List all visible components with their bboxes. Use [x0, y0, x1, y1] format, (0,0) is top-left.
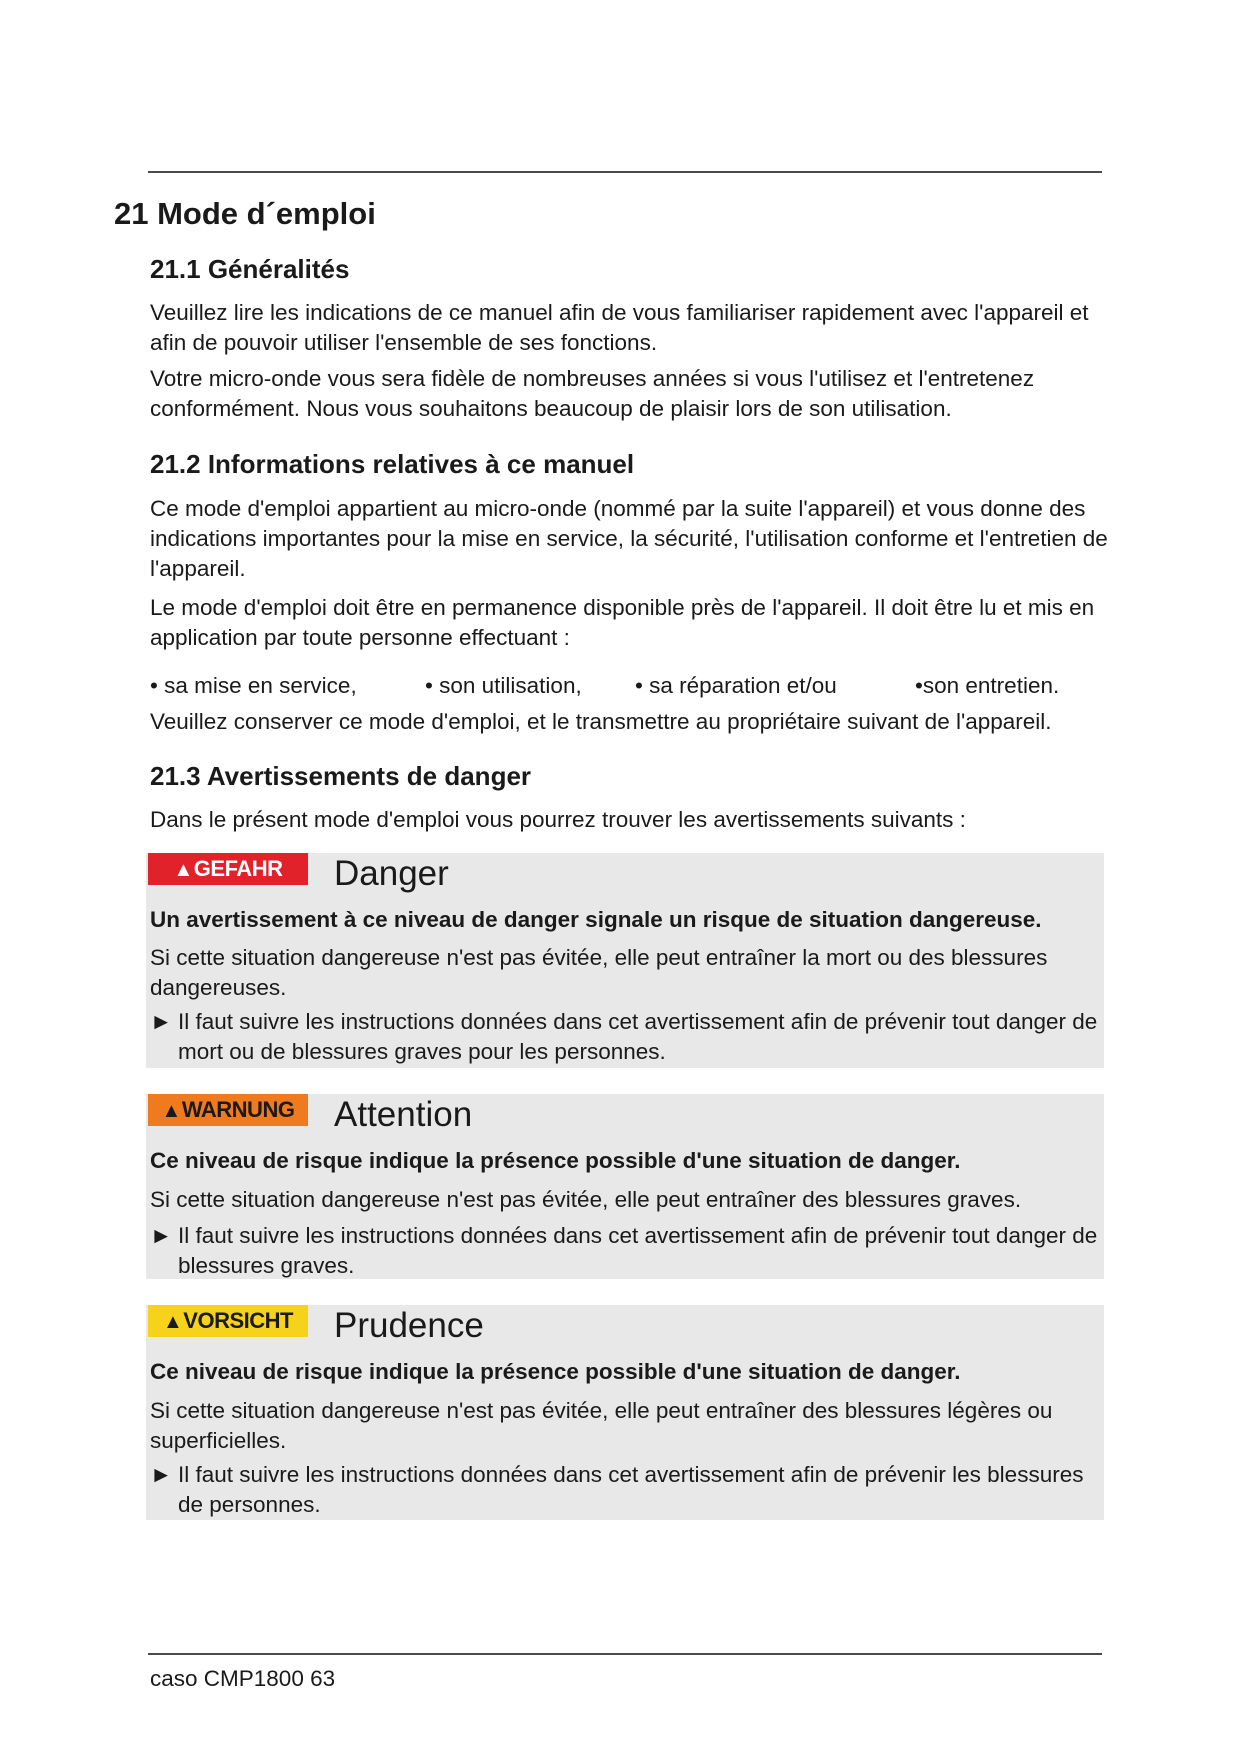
play-arrow-icon: ►	[150, 1009, 173, 1034]
section-heading-generalites: 21.1 Généralités	[150, 254, 350, 284]
warning-box-warning	[146, 1094, 1104, 1279]
section-heading-informations: 21.2 Informations relatives à ce manuel	[150, 449, 635, 479]
warning-title: Attention	[334, 1095, 473, 1134]
paragraph: Dans le présent mode d'emploi vous pourrez trouver les avertissements suivants :	[150, 807, 966, 832]
warning-box-danger	[146, 853, 1104, 1068]
chapter-title: 21 Mode d´emploi	[114, 196, 376, 231]
warning-action: ► Il faut suivre les instructions données dans cet avertissement afin de prévenir tout danger de mort ou de blessures graves pour les personnes.	[150, 1009, 1098, 1064]
warning-triangle-icon: ▲	[173, 859, 193, 881]
warning-box-caution	[146, 1305, 1104, 1520]
danger-badge: ▲GEFAHR	[148, 853, 308, 885]
warning-text: Si cette situation dangereuse n'est pas évitée, elle peut entraîner la mort ou des blessures dangereuses.	[150, 945, 1048, 1000]
warning-badge: ▲WARNUNG	[148, 1094, 308, 1126]
page-footer: caso CMP1800 63	[150, 1666, 336, 1691]
footer-rule	[148, 1653, 1102, 1655]
warning-text: Si cette situation dangereuse n'est pas évitée, elle peut entraîner des blessures graves.	[150, 1187, 1022, 1212]
bullet-list	[150, 671, 1110, 701]
warning-title: Prudence	[334, 1306, 484, 1345]
list-item: •son entretien.	[915, 673, 1060, 698]
caution-badge: ▲VORSICHT	[148, 1305, 308, 1337]
list-item: • sa mise en service,	[150, 673, 357, 698]
header-rule	[148, 171, 1102, 173]
paragraph: Veuillez conserver ce mode d'emploi, et le transmettre au propriétaire suivant de l'appareil.	[150, 709, 1052, 734]
warning-lead: Ce niveau de risque indique la présence possible d'une situation de danger.	[150, 1148, 961, 1173]
paragraph: Le mode d'emploi doit être en permanence disponible près de l'appareil. Il doit être lu et mis en application par toute personne effectuant :	[150, 595, 1095, 650]
list-item: • son utilisation,	[425, 673, 582, 698]
paragraph: Ce mode d'emploi appartient au micro-onde (nommé par la suite l'appareil) et vous donne des indications importantes pour la mise en service, la sécurité, l'utilisation conforme et l'entretien de l'appareil.	[150, 496, 1108, 581]
play-arrow-icon: ►	[150, 1223, 173, 1248]
paragraph: Votre micro-onde vous sera fidèle de nombreuses années si vous l'utilisez et l'entretenez conformément. Nous vous souhaitons beaucoup de plaisir lors de son utilisation.	[150, 366, 1035, 421]
warning-lead: Ce niveau de risque indique la présence possible d'une situation de danger.	[150, 1359, 961, 1384]
warning-title: Danger	[334, 854, 449, 893]
warning-triangle-icon: ▲	[161, 1100, 181, 1122]
warning-text: Si cette situation dangereuse n'est pas évitée, elle peut entraîner des blessures légères ou superficielles.	[150, 1398, 1053, 1453]
list-item: • sa réparation et/ou	[635, 673, 837, 698]
warning-triangle-icon: ▲	[163, 1311, 183, 1333]
warning-action: ► Il faut suivre les instructions données dans cet avertissement afin de prévenir tout danger de blessures graves.	[150, 1223, 1098, 1278]
warning-action: ► Il faut suivre les instructions données dans cet avertissement afin de prévenir les blessures de personnes.	[150, 1462, 1084, 1517]
warning-lead: Un avertissement à ce niveau de danger signale un risque de situation dangereuse.	[150, 907, 1042, 932]
paragraph: Veuillez lire les indications de ce manuel afin de vous familiariser rapidement avec l'appareil et afin de pouvoir utiliser l'ensemble de ses fonctions.	[150, 300, 1089, 355]
play-arrow-icon: ►	[150, 1462, 173, 1487]
section-heading-avertissements: 21.3 Avertissements de danger	[150, 761, 532, 791]
